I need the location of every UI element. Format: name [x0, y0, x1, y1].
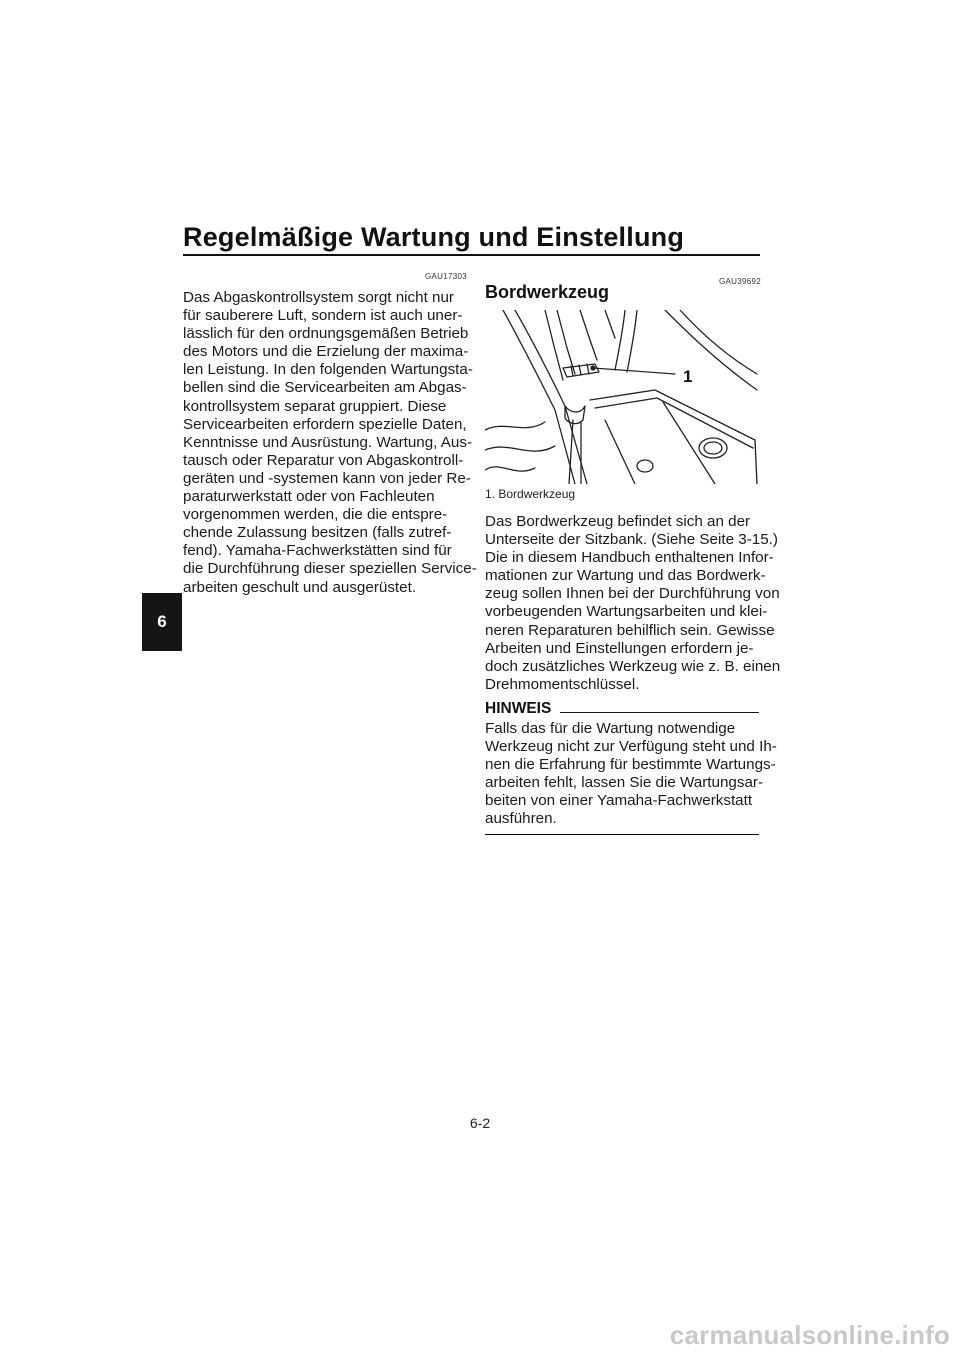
note-paragraph	[485, 720, 777, 829]
text-line: Unterseite der Sitzbank. (Siehe Seite 3-15.)	[485, 531, 778, 549]
figure-callout-number: 1	[683, 367, 693, 386]
page-number: 6-2	[469, 1115, 491, 1131]
text-line: Arbeiten und Einstellungen erfordern je-	[485, 639, 754, 657]
text-line: ausführen.	[485, 810, 557, 828]
note-heading: HINWEIS	[485, 700, 552, 717]
text-line: Falls das für die Wartung notwendige	[485, 720, 736, 737]
watermark: carmanualsonline.info	[669, 1320, 950, 1350]
text-line: Drehmomentschlüssel.	[485, 675, 640, 693]
text-line: tausch oder Reparatur von Abgaskontroll-	[183, 451, 464, 469]
text-line: die Durchführung dieser speziellen Service-	[183, 560, 477, 578]
text-line: nen die Erfahrung für bestimmte Wartungs-	[485, 756, 776, 774]
note-heading-rule	[560, 712, 759, 713]
title-underline	[183, 254, 760, 256]
text-line: Die in diesem Handbuch enthaltenen Infor-	[485, 549, 774, 567]
toolkit-figure	[485, 310, 758, 484]
reference-code-left: GAU17303	[425, 272, 467, 281]
toolkit-illustration	[485, 310, 758, 484]
text-line: arbeiten geschult und ausgerüstet.	[183, 578, 417, 596]
text-line: Werkzeug nicht zur Verfügung steht und Ih-	[485, 738, 777, 756]
text-line: len Leistung. In den folgenden Wartungsta-	[183, 361, 473, 379]
section-heading: Bordwerkzeug	[485, 282, 610, 302]
text-line: Das Bordwerkzeug befindet sich an der	[485, 513, 751, 530]
text-line: kontrollsystem separat gruppiert. Diese	[183, 397, 447, 415]
text-line: lässlich für den ordnungsgemäßen Betrieb	[183, 325, 469, 343]
text-line: des Motors und die Erzielung der maxima-	[183, 343, 469, 361]
text-line: neren Reparaturen behilflich sein. Gewisse	[485, 621, 775, 639]
text-line: für sauberere Luft, sondern ist auch uner-	[183, 307, 463, 325]
text-line: beiten von einer Yamaha-Fachwerkstatt	[485, 792, 753, 810]
text-line: geräten und -systemen kann von jeder Re-	[183, 469, 471, 487]
note-bottom-rule	[485, 834, 759, 835]
text-line: arbeiten fehlt, lassen Sie die Wartungsar-	[485, 774, 764, 792]
text-line: Kenntnisse und Ausrüstung. Wartung, Aus-	[183, 433, 473, 451]
reference-code-right: GAU39692	[719, 277, 761, 286]
text-line: vorbeugenden Wartungsarbeiten und klei-	[485, 603, 768, 621]
text-line: Das Abgaskontrollsystem sorgt nicht nur	[183, 289, 454, 306]
text-line: paraturwerkstatt oder von Fachleuten	[183, 488, 435, 506]
text-line: mationen zur Wartung und das Bordwerk-	[485, 567, 766, 585]
text-line: chende Zulassung besitzen (falls zutref-	[183, 524, 452, 542]
right-paragraph	[485, 513, 780, 694]
chapter-tab[interactable]: 6	[142, 593, 182, 651]
text-line: Servicearbeiten erfordern spezielle Daten,	[183, 415, 467, 433]
text-line: vorgenommen werden, die die entspre-	[183, 506, 448, 524]
left-paragraph	[183, 289, 477, 597]
text-line: fend). Yamaha-Fachwerkstätten sind für	[183, 542, 452, 560]
text-line: bellen sind die Servicearbeiten am Abgas-	[183, 379, 467, 397]
text-line: doch zusätzliches Werkzeug wie z. B. einen	[485, 657, 781, 675]
text-line: zeug sollen Ihnen bei der Durchführung von	[485, 585, 780, 603]
figure-caption: 1. Bordwerkzeug	[485, 487, 576, 501]
page-title: Regelmäßige Wartung und Einstellung	[183, 222, 685, 252]
